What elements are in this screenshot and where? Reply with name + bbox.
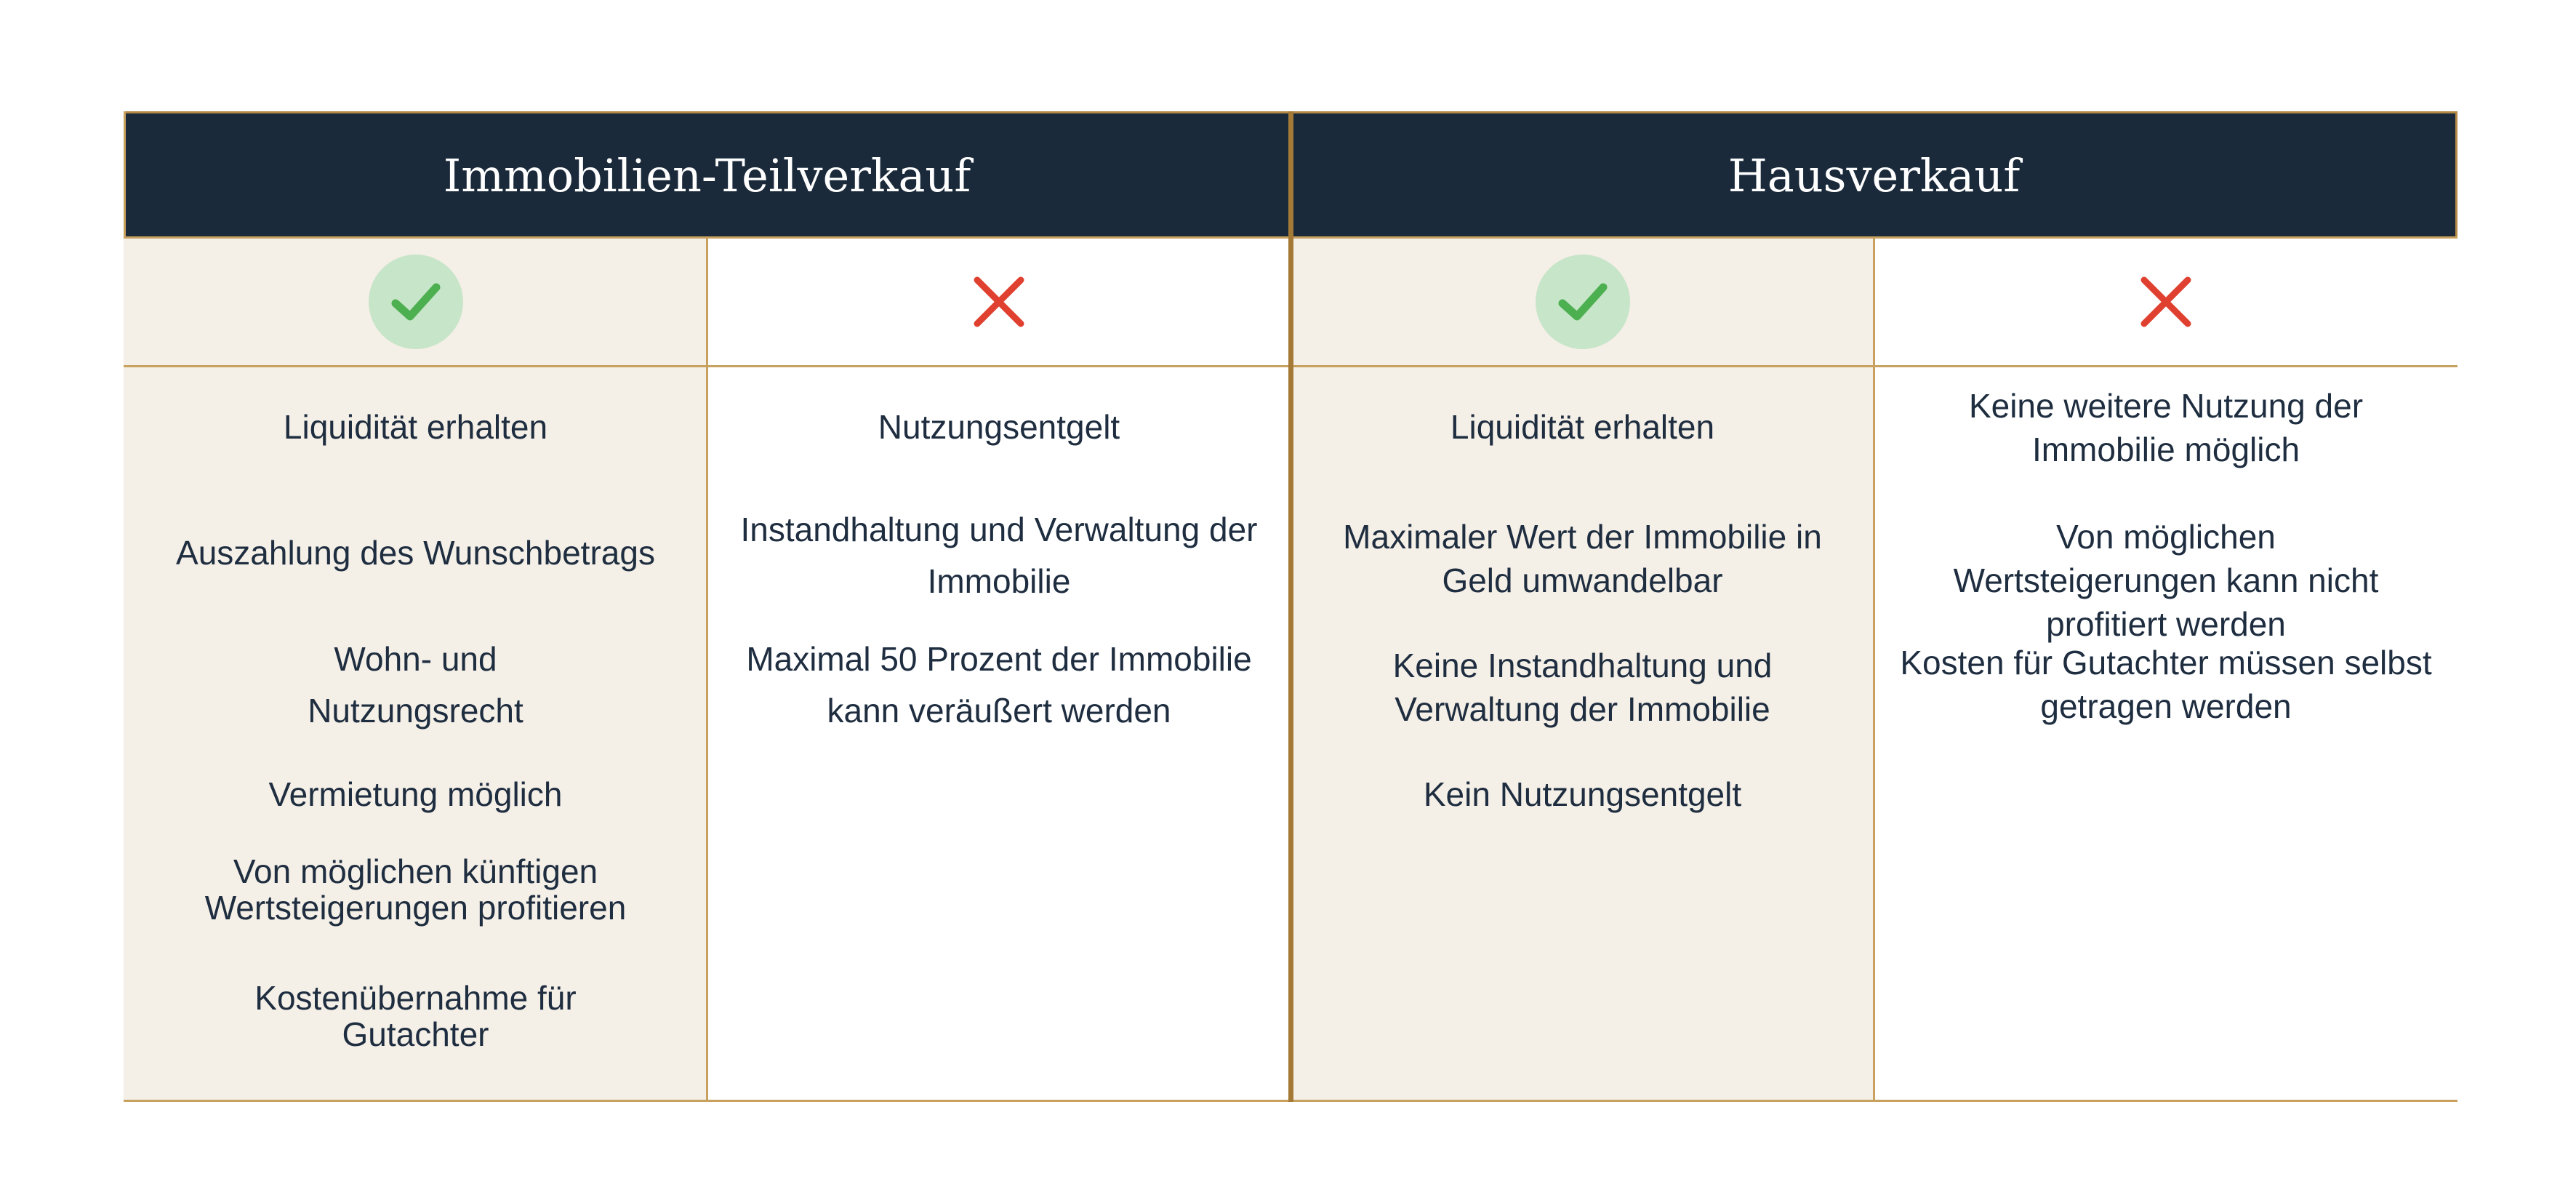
header-hausverkauf xyxy=(1291,111,2457,237)
list-item: Von möglichen Wertsteigerungen kann nicht profitiert werden xyxy=(1953,518,2379,643)
check-icon xyxy=(369,255,463,349)
section-title: Hausverkauf xyxy=(1728,148,2021,202)
divider xyxy=(124,111,126,237)
list-item: Liquidität erhalten xyxy=(1450,408,1715,446)
header-teilverkauf xyxy=(124,111,1291,237)
list-item: Keine Instandhaltung und Verwaltung der Immobilie xyxy=(1392,647,1773,728)
check-icon xyxy=(1536,255,1630,349)
cross-icon xyxy=(970,273,1028,331)
list-item: Vermietung möglich xyxy=(268,775,563,813)
list-item: Von möglichen künftigen Wertsteigerungen profitieren xyxy=(204,852,627,927)
list-item: Keine weitere Nutzung der Immobilie möglich xyxy=(1968,387,2364,468)
divider xyxy=(1873,237,1875,1102)
list-item: Instandhaltung und Verwaltung der Immobilie xyxy=(740,511,1258,600)
section-divider xyxy=(1288,111,1293,1102)
list-item: Maximal 50 Prozent der Immobilie kann veräußert werden xyxy=(746,640,1252,730)
section-title: Immobilien-Teilverkauf xyxy=(443,148,971,202)
list-item: Kostenübernahme für Gutachter xyxy=(254,979,577,1053)
divider xyxy=(706,237,708,1102)
list-item: Kosten für Gutachter müssen selbst getragen werden xyxy=(1900,644,2432,725)
list-item: Maximaler Wert der Immobilie in Geld umwandelbar xyxy=(1343,518,1822,599)
list-item: Auszahlung des Wunschbetrags xyxy=(176,534,655,572)
comparison-table xyxy=(124,111,2457,1102)
list-item: Nutzungsentgelt xyxy=(878,408,1120,446)
list-item: Wohn- und Nutzungsrecht xyxy=(308,640,523,730)
list-item: Liquidität erhalten xyxy=(283,408,548,446)
cross-icon xyxy=(2137,273,2195,331)
list-item: Kein Nutzungsentgelt xyxy=(1423,775,1742,813)
